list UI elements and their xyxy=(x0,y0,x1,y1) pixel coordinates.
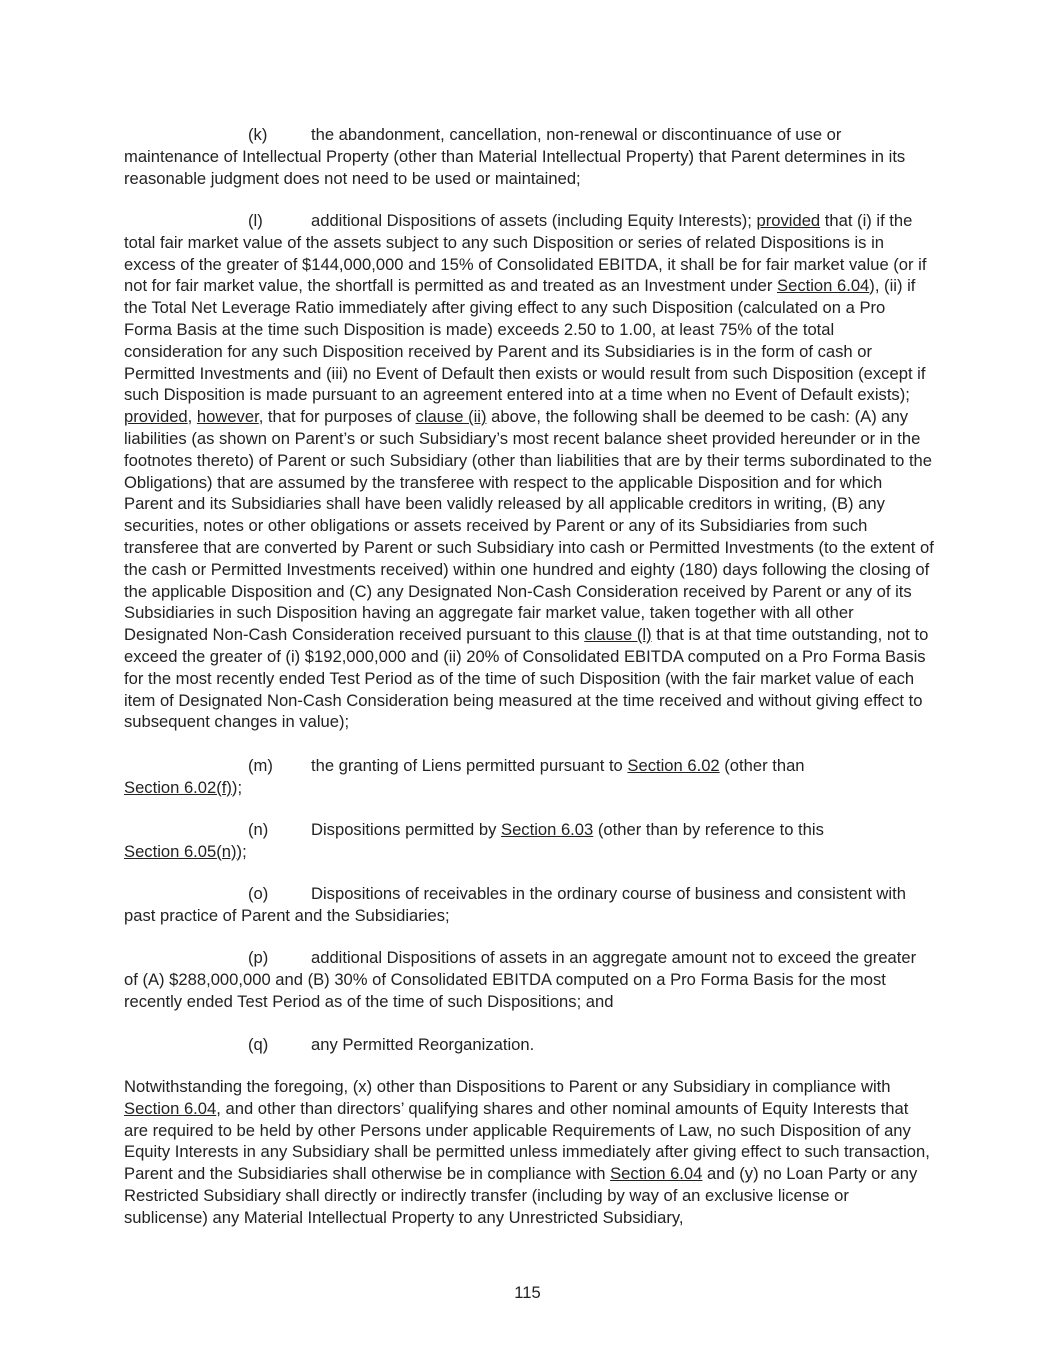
clause-text: (other than xyxy=(719,756,805,775)
clause-text: ); xyxy=(236,841,247,861)
defined-term-provided: provided xyxy=(756,211,821,230)
clause-label: (m) xyxy=(248,756,273,775)
section-reference: Section 6.02(f) xyxy=(124,777,232,797)
notwithstanding-paragraph xyxy=(124,1076,934,1229)
page-number: 115 xyxy=(514,1283,541,1302)
section-reference: Section 6.04 xyxy=(610,1164,703,1184)
clause-text: the abandonment, cancellation, non-renewal or discontinuance of use or maintenance of Intellectual Property (other than Material Intellectual Property) that Parent determines in its reasonable judgment does not need to be used or maintained; xyxy=(124,125,906,188)
defined-term-provided: provided xyxy=(124,407,188,427)
clause-label: (o) xyxy=(248,884,269,903)
clause-text: additional Dispositions of assets in an aggregate amount not to exceed the greater of (A) $288,000,000 and (B) 30% of Consolidated EBITDA computed on a Pro Forma Basis for the most recently ended Test Period as of the time of such Dispositions; and xyxy=(124,948,917,1011)
clause-text: any Permitted Reorganization. xyxy=(311,1035,535,1054)
paragraph-text: , and other than directors’ qualifying shares and other nominal amounts of Equity Interests that are required to be held by other Persons under applicable Requirements of Law, no such Disposition of any Equity Interests in any Subsidiary shall be permitted unless immediately after giving effect to such transaction, Parent and the Subsidiaries shall otherwise be in compliance with xyxy=(124,1098,930,1184)
section-reference: Section 6.05(n) xyxy=(124,841,237,861)
section-reference: Section 6.03 xyxy=(501,820,594,839)
clause-text: Dispositions of receivables in the ordinary course of business and consistent with past practice of Parent and the Subsidiaries; xyxy=(124,884,906,925)
clause-text: above, the following shall be deemed to be cash: (A) any liabilities (as shown on Parent’s or such Subsidiary’s most recent balance sheet provided hereunder or in the footnotes thereto) of Parent or such Subsidiary (other than liabilities that are by their terms subordinated to the Obligations) that are assumed by the transferee with respect to the applicable Disposition and for which Parent and its Subsidiaries shall have been validly released by all applicable creditors in writing, (B) any securities, notes or other obligations or assets received by Parent or any of its Subsidiaries from such transferee that are converted by Parent or such Subsidiary into cash or Permitted Investments (to the extent of the cash or Permitted Investments received) within one hundred and eighty (180) days following the closing of the applicable Disposition and (C) any Designated Non-Cash Consideration received by Parent or any of its Subsidiaries in such Disposition having an aggregate fair market value, taken together with all other Designated Non-Cash Consideration received pursuant to this xyxy=(124,407,934,645)
clause-text: , that for purposes of xyxy=(258,407,416,427)
clause-n xyxy=(124,819,934,863)
clause-k xyxy=(124,124,934,189)
clause-text: that is at that time outstanding, not to exceed the greater of (i) $192,000,000 and (ii) 20% of Consolidated EBITDA computed on a Pro Forma Basis for the most recently ended Test Period as of the time of such Disposition (with the fair market value of each item of Designated Non-Cash Consideration being measured at the time received and without giving effect to subsequent changes in value); xyxy=(124,625,929,732)
clause-text: additional Dispositions of assets (including Equity Interests); xyxy=(311,211,757,230)
clause-text: ); xyxy=(231,777,243,797)
clause-text: that (i) if the total fair market value of the assets subject to any such Disposition or series of related Dispositions is in excess of the greater of $144,000,000 and 15% of Consolidated EBITDA, it shall be for fair market value (or if not for fair market value, the shortfall is permitted as and treated as an Investment under xyxy=(124,211,927,296)
clause-text: (other than by reference to this xyxy=(593,820,824,839)
clause-label: (q) xyxy=(248,1035,269,1054)
clause-reference: clause (ii) xyxy=(415,407,487,427)
clause-text: , xyxy=(187,407,197,427)
section-reference: Section 6.02 xyxy=(627,756,720,775)
clause-label: (p) xyxy=(248,948,269,967)
clause-m xyxy=(124,755,934,799)
paragraph-text: and (y) no Loan Party or any Restricted Subsidiary shall directly or indirectly transfer (including by way of an exclusive license or sublicense) any Material Intellectual Property to any Unrestricted Subsidiary, xyxy=(124,1164,918,1227)
clause-text: ), (ii) if the Total Net Leverage Ratio immediately after giving effect to any such Disposition (calculated on a Pro Forma Basis at the time such Disposition is made) exceeds 2.50 to 1.00, at least 75% of the total consideration for any such Disposition received by Parent and its Subsidiaries is in the form of cash or Permitted Investments and (iii) no Event of Default then exists or would result from such Disposition (except if such Disposition is made pursuant to an agreement entered into at a time when no Event of Default exists); xyxy=(124,276,926,405)
clause-l xyxy=(124,210,934,733)
clause-p xyxy=(124,947,934,1012)
clause-text: Dispositions permitted by xyxy=(311,820,501,839)
paragraph-text: Notwithstanding the foregoing, (x) other than Dispositions to Parent or any Subsidiary in compliance with xyxy=(124,1077,891,1096)
clause-label: (l) xyxy=(248,211,263,230)
section-reference: Section 6.04 xyxy=(777,276,870,296)
clause-label: (n) xyxy=(248,820,269,839)
clause-q xyxy=(124,1034,934,1056)
defined-term-however: however xyxy=(196,407,259,427)
section-reference: Section 6.04 xyxy=(124,1098,217,1118)
clause-o xyxy=(124,883,934,927)
clause-label: (k) xyxy=(248,125,268,144)
clause-reference: clause (l) xyxy=(584,625,652,645)
clause-text: the granting of Liens permitted pursuant to xyxy=(311,756,628,775)
